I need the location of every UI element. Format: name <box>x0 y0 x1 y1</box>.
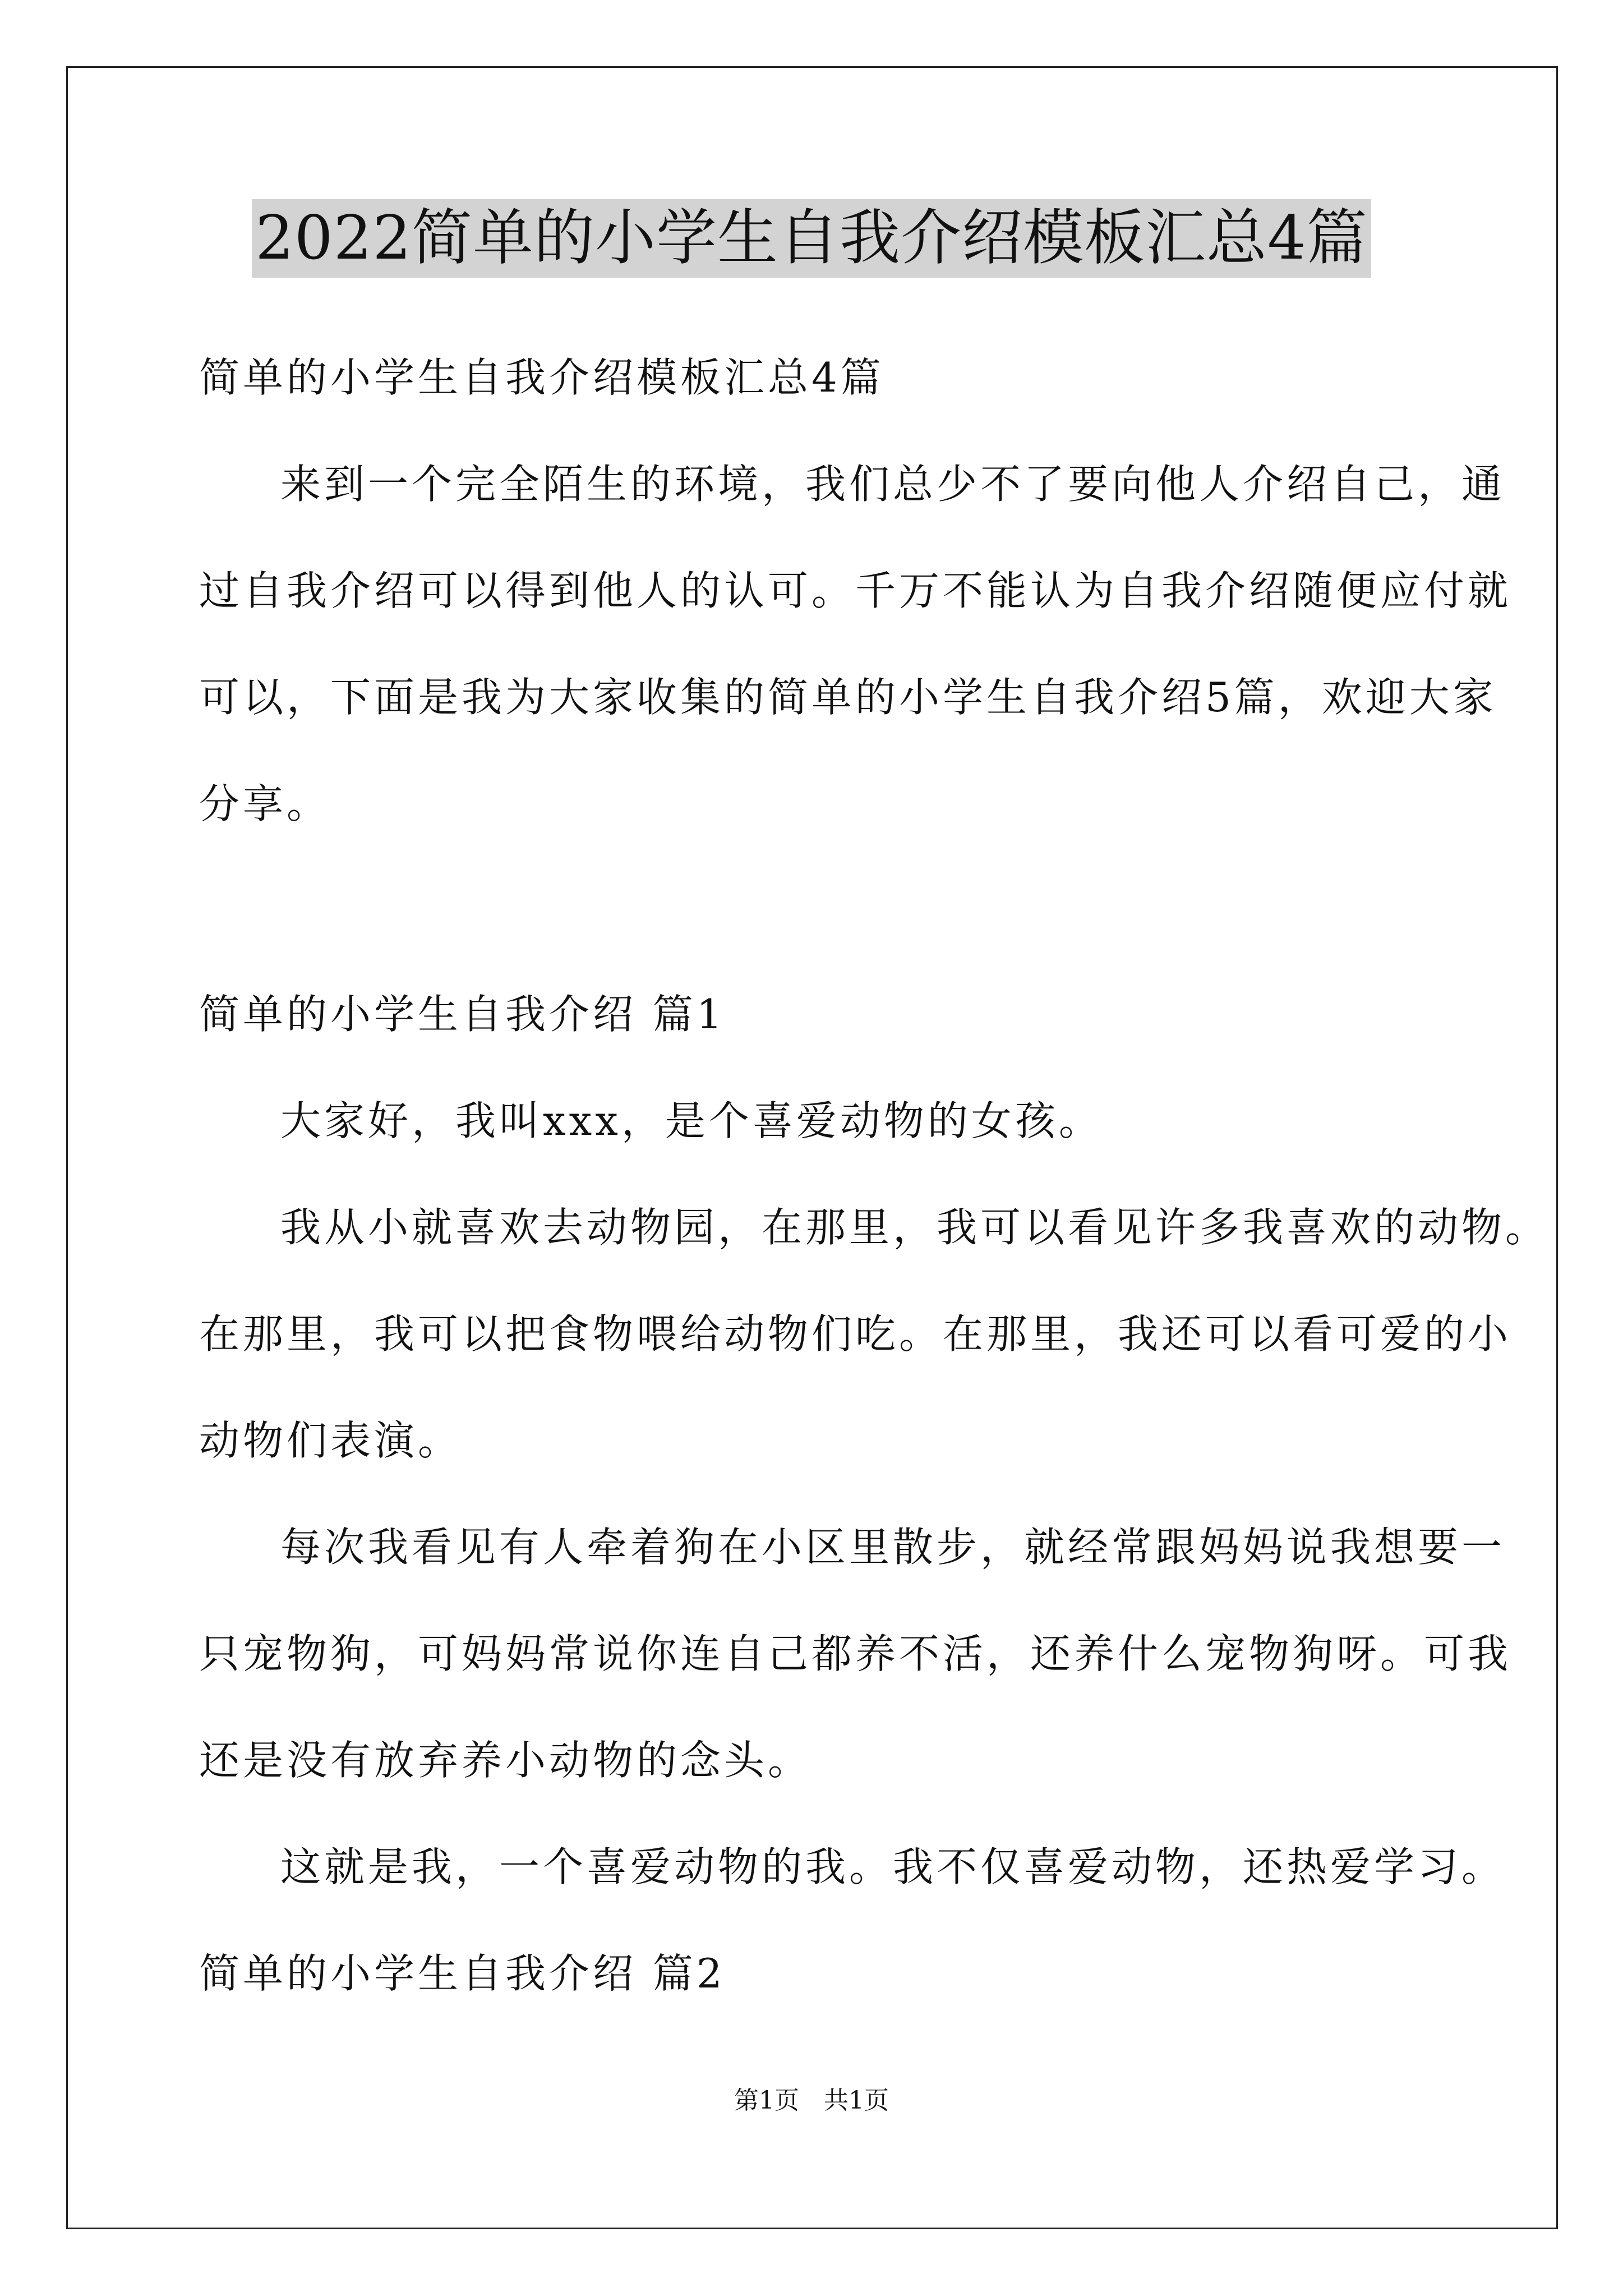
section-1-line-2: 我从小就喜欢去动物园，在那里，我可以看见许多我喜欢的动物。 <box>280 1204 1550 1251</box>
section-1-line-7: 还是没有放弃养小动物的念头。 <box>199 1737 812 1784</box>
intro-line-2: 过自我介绍可以得到他人的认可。千万不能认为自我介绍随便应付就 <box>199 567 1512 614</box>
document-subtitle: 简单的小学生自我介绍模板汇总4篇 <box>199 354 884 401</box>
page-footer: 第1页 共1页 <box>734 2086 889 2115</box>
title-container <box>0 199 1623 278</box>
section-1-line-6: 只宠物狗，可妈妈常说你连自己都养不活，还养什么宠物狗呀。可我 <box>199 1630 1512 1677</box>
section-1-line-1: 大家好，我叫xxx，是个喜爱动物的女孩。 <box>280 1097 1103 1144</box>
document-title: 2022简单的小学生自我介绍模板汇总4篇 <box>252 199 1371 278</box>
section-2-heading: 简单的小学生自我介绍 篇2 <box>199 1950 726 1997</box>
intro-line-1: 来到一个完全陌生的环境，我们总少不了要向他人介绍自己，通 <box>280 461 1506 508</box>
section-1-line-5: 每次我看见有人牵着狗在小区里散步，就经常跟妈妈说我想要一 <box>280 1524 1506 1571</box>
section-1-line-8: 这就是我，一个喜爱动物的我。我不仅喜爱动物，还热爱学习。 <box>280 1843 1506 1890</box>
intro-line-3: 可以，下面是我为大家收集的简单的小学生自我介绍5篇，欢迎大家 <box>199 674 1497 721</box>
intro-line-4: 分享。 <box>199 780 331 827</box>
section-1-line-3: 在那里，我可以把食物喂给动物们吃。在那里，我还可以看可爱的小 <box>199 1310 1512 1358</box>
section-1-line-4: 动物们表演。 <box>199 1417 462 1464</box>
section-1-heading: 简单的小学生自我介绍 篇1 <box>199 991 726 1038</box>
